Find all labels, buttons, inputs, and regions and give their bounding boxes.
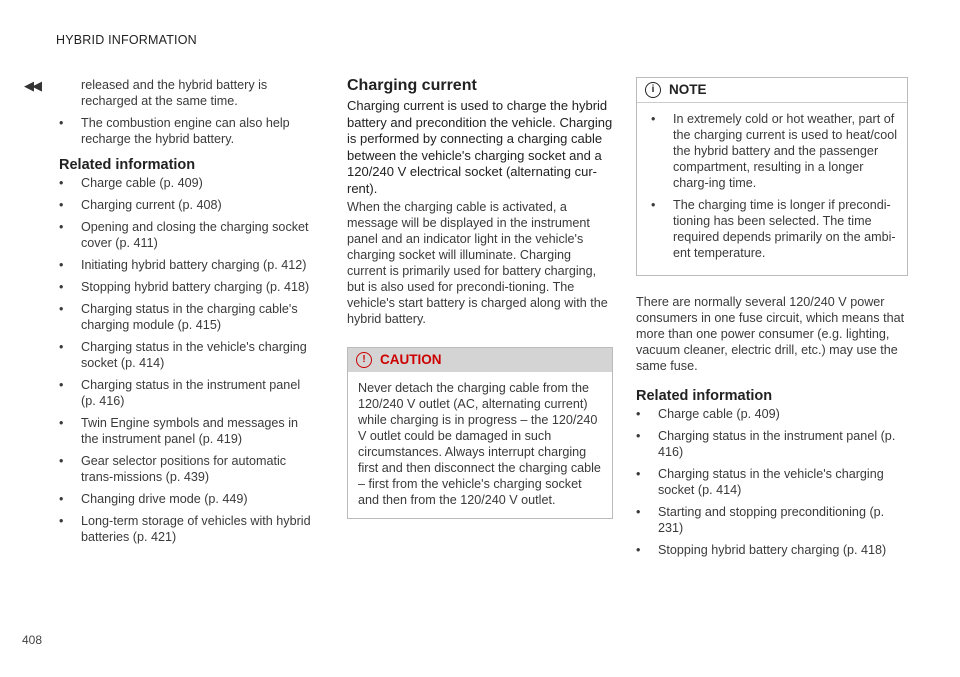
bullet-icon: • bbox=[636, 505, 641, 519]
related-heading: Related information bbox=[636, 388, 773, 404]
body-paragraph: When the charging cable is activated, a message will be displayed in the instrument panel and an indicator light in the vehicle's charging socket will illuminate. Charging current is primarily used for battery charging, but is also used for precondi-tioning. The vehicle's start battery is charged along with the hybrid battery. bbox=[347, 200, 608, 326]
caution-label: CAUTION bbox=[380, 352, 442, 367]
continued-list bbox=[59, 77, 317, 147]
bullet-icon: • bbox=[59, 378, 64, 392]
bullet-icon: • bbox=[651, 112, 656, 126]
warning-icon: ! bbox=[356, 352, 372, 368]
section-heading: Charging current bbox=[347, 77, 477, 94]
related-link[interactable]: • Charging status in the vehicle's charging socket (p. 414) bbox=[636, 467, 884, 497]
related-link[interactable]: • Charging status in the charging cable's charging module (p. 415) bbox=[59, 302, 298, 332]
related-link[interactable]: • Charge cable (p. 409) bbox=[59, 176, 203, 190]
note-box bbox=[636, 77, 908, 276]
bullet-icon: • bbox=[59, 116, 64, 130]
bullet-icon: • bbox=[59, 176, 64, 190]
related-link[interactable]: • Twin Engine symbols and messages in the instrument panel (p. 419) bbox=[59, 416, 299, 446]
bullet-icon: • bbox=[59, 514, 64, 528]
related-link[interactable]: • Gear selector positions for automatic trans-missions (p. 439) bbox=[59, 454, 287, 484]
list-item: released and the hybrid battery is recharged at the same time. bbox=[81, 78, 268, 108]
related-link[interactable]: • Long-term storage of vehicles with hybrid batteries (p. 421) bbox=[59, 514, 311, 544]
related-link[interactable]: • Charging current (p. 408) bbox=[59, 198, 222, 212]
related-link[interactable]: • Changing drive mode (p. 449) bbox=[59, 492, 248, 506]
section-title: HYBRID INFORMATION bbox=[56, 33, 197, 47]
related-link[interactable]: • Charging status in the instrument panel (p. 416) bbox=[59, 378, 301, 408]
related-link[interactable]: • Opening and closing the charging socket cover (p. 411) bbox=[59, 220, 309, 250]
info-icon: i bbox=[645, 82, 661, 98]
related-link[interactable]: • Initiating hybrid battery charging (p. 412) bbox=[59, 258, 307, 272]
bullet-icon: • bbox=[59, 258, 64, 272]
related-link[interactable]: • Charge cable (p. 409) bbox=[636, 407, 780, 421]
bullet-icon: • bbox=[59, 416, 64, 430]
list-item: • The combustion engine can also help recharge the hybrid battery. bbox=[59, 116, 290, 146]
lead-paragraph: Charging current is used to charge the hybrid battery and precondition the vehicle. Charging is performed by connecting a charging cable between the vehicle's charging socket and a 120/240 V electrical socket (alternating cur-rent). bbox=[347, 98, 613, 196]
related-link[interactable]: • Charging status in the vehicle's charging socket (p. 414) bbox=[59, 340, 307, 370]
related-link[interactable]: • Charging status in the instrument panel (p. 416) bbox=[636, 429, 896, 459]
bullet-icon: • bbox=[636, 467, 641, 481]
bullet-icon: • bbox=[651, 198, 656, 212]
bullet-icon: • bbox=[59, 198, 64, 212]
note-list bbox=[651, 111, 899, 261]
related-list bbox=[59, 175, 317, 545]
list-item: • In extremely cold or hot weather, part of the charging current is used to heat/cool the hybrid battery and the passenger compartment, resulting in a longer charg-ing time. bbox=[651, 112, 898, 190]
column-3 bbox=[636, 77, 908, 564]
bullet-icon: • bbox=[59, 302, 64, 316]
caution-box bbox=[347, 347, 613, 519]
back-arrow-icon[interactable]: ◀◀ bbox=[24, 78, 40, 93]
related-link[interactable]: • Stopping hybrid battery charging (p. 418) bbox=[59, 280, 310, 294]
bullet-icon: • bbox=[636, 407, 641, 421]
related-heading: Related information bbox=[59, 157, 196, 173]
bullet-icon: • bbox=[59, 280, 64, 294]
list-item: • The charging time is longer if precondi-tioning has been selected. The time required depends primarily on the ambi-ent temperature. bbox=[651, 198, 896, 260]
column-1 bbox=[59, 77, 317, 551]
body-paragraph: There are normally several 120/240 V power consumers in one fuse circuit, which means that more than one power consumer (e.g. lighting, vacuum cleaner, electric drill, etc.) may use the same fuse. bbox=[636, 295, 905, 373]
bullet-icon: • bbox=[59, 220, 64, 234]
bullet-icon: • bbox=[59, 454, 64, 468]
bullet-icon: • bbox=[636, 543, 641, 557]
related-list bbox=[636, 406, 908, 558]
column-2 bbox=[347, 77, 613, 519]
page-number: 408 bbox=[22, 633, 43, 647]
bullet-icon: • bbox=[636, 429, 641, 443]
caution-header bbox=[348, 348, 612, 372]
note-header bbox=[637, 78, 907, 103]
note-label: NOTE bbox=[669, 82, 707, 97]
related-link[interactable]: • Stopping hybrid battery charging (p. 418) bbox=[636, 543, 887, 557]
bullet-icon: • bbox=[59, 340, 64, 354]
related-link[interactable]: • Starting and stopping preconditioning (p. 231) bbox=[636, 505, 885, 535]
bullet-icon: • bbox=[59, 492, 64, 506]
caution-text: Never detach the charging cable from the 120/240 V outlet (AC, alternating current) while charging is in progress – the 120/240 V outlet could be damaged in such circumstances. Always interrupt charging first and then disconnect the charging cable – first from the vehicle's charging socket and then from the 120/240 V outlet. bbox=[358, 381, 601, 507]
